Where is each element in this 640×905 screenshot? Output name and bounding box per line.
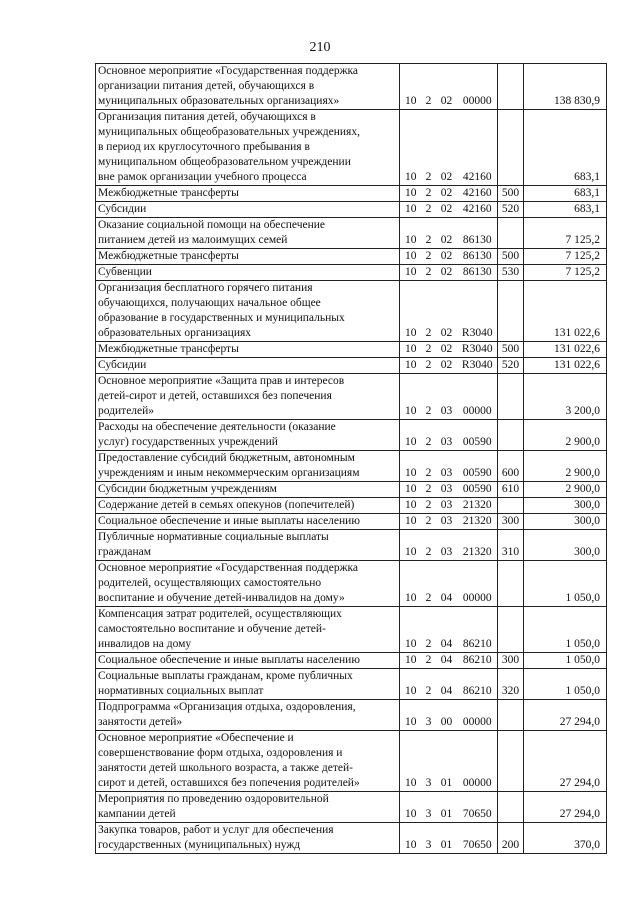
expense-type-code	[498, 218, 524, 249]
code-subprogram: 3	[422, 731, 436, 792]
table-row	[96, 358, 607, 374]
code-direction: 42160	[458, 202, 498, 218]
code-event: 00	[436, 700, 458, 731]
code-section: 10	[400, 514, 422, 530]
table-row	[96, 700, 607, 731]
expense-name: Содержание детей в семьях опекунов (попечителей)	[96, 498, 400, 514]
code-subprogram: 2	[422, 498, 436, 514]
code-section: 10	[400, 530, 422, 561]
code-subprogram: 2	[422, 482, 436, 498]
code-event: 03	[436, 514, 458, 530]
expense-name: Субсидии бюджетным учреждениям	[96, 482, 400, 498]
expense-name: Межбюджетные трансферты	[96, 342, 400, 358]
code-event: 02	[436, 265, 458, 281]
table-row	[96, 792, 607, 823]
table-row	[96, 64, 607, 110]
budget-table	[95, 63, 607, 854]
expense-type-code	[498, 700, 524, 731]
code-section: 10	[400, 281, 422, 342]
expense-type-code	[498, 110, 524, 186]
code-direction: 21320	[458, 514, 498, 530]
table-row	[96, 186, 607, 202]
code-subprogram: 2	[422, 186, 436, 202]
expense-name: Социальные выплаты гражданам, кроме публичных нормативных социальных выплат	[96, 669, 400, 700]
code-event: 02	[436, 64, 458, 110]
code-event: 04	[436, 561, 458, 607]
code-event: 02	[436, 342, 458, 358]
amount: 370,0	[524, 823, 607, 854]
amount: 138 830,9	[524, 64, 607, 110]
code-section: 10	[400, 700, 422, 731]
code-event: 02	[436, 218, 458, 249]
code-event: 04	[436, 653, 458, 669]
amount: 7 125,2	[524, 218, 607, 249]
code-subprogram: 2	[422, 451, 436, 482]
code-subprogram: 2	[422, 530, 436, 561]
code-section: 10	[400, 607, 422, 653]
code-subprogram: 2	[422, 607, 436, 653]
amount: 300,0	[524, 530, 607, 561]
code-direction: 00000	[458, 731, 498, 792]
code-event: 02	[436, 202, 458, 218]
expense-name: Организация питания детей, обучающихся в муниципальных общеобразовательных учреждениях, в период их круглосуточного пребывания в муниципальном общеобразовательном учреждении вне рамок организации учебного процесса	[96, 110, 400, 186]
code-subprogram: 2	[422, 64, 436, 110]
code-section: 10	[400, 358, 422, 374]
code-subprogram: 2	[422, 420, 436, 451]
code-section: 10	[400, 451, 422, 482]
expense-type-code	[498, 607, 524, 653]
expense-type-code	[498, 64, 524, 110]
code-direction: 00590	[458, 482, 498, 498]
code-event: 03	[436, 420, 458, 451]
expense-name: Подпрограмма «Организация отдыха, оздоровления, занятости детей»	[96, 700, 400, 731]
code-subprogram: 2	[422, 265, 436, 281]
code-subprogram: 2	[422, 342, 436, 358]
amount: 1 050,0	[524, 669, 607, 700]
expense-name: Мероприятия по проведению оздоровительной кампании детей	[96, 792, 400, 823]
code-section: 10	[400, 342, 422, 358]
table-row	[96, 265, 607, 281]
budget-table-body	[96, 64, 607, 854]
amount: 7 125,2	[524, 249, 607, 265]
table-row	[96, 482, 607, 498]
table-row	[96, 202, 607, 218]
table-row	[96, 249, 607, 265]
expense-type-code	[498, 281, 524, 342]
table-row	[96, 607, 607, 653]
expense-type-code: 520	[498, 202, 524, 218]
code-direction: 70650	[458, 792, 498, 823]
code-event: 01	[436, 731, 458, 792]
code-subprogram: 2	[422, 514, 436, 530]
expense-type-code	[498, 498, 524, 514]
code-subprogram: 2	[422, 281, 436, 342]
amount: 2 900,0	[524, 451, 607, 482]
expense-type-code: 600	[498, 451, 524, 482]
table-row	[96, 218, 607, 249]
code-section: 10	[400, 731, 422, 792]
expense-name: Субвенции	[96, 265, 400, 281]
code-direction: 21320	[458, 498, 498, 514]
expense-type-code	[498, 561, 524, 607]
amount: 683,1	[524, 202, 607, 218]
code-section: 10	[400, 202, 422, 218]
code-section: 10	[400, 64, 422, 110]
expense-type-code	[498, 420, 524, 451]
code-event: 03	[436, 451, 458, 482]
code-event: 03	[436, 482, 458, 498]
code-direction: 86130	[458, 218, 498, 249]
code-subprogram: 2	[422, 669, 436, 700]
code-event: 02	[436, 249, 458, 265]
amount: 300,0	[524, 514, 607, 530]
amount: 683,1	[524, 110, 607, 186]
expense-name: Расходы на обеспечение деятельности (оказание услуг) государственных учреждений	[96, 420, 400, 451]
code-section: 10	[400, 218, 422, 249]
amount: 131 022,6	[524, 358, 607, 374]
expense-type-code: 500	[498, 186, 524, 202]
amount: 3 200,0	[524, 374, 607, 420]
amount: 131 022,6	[524, 342, 607, 358]
expense-name: Социальное обеспечение и иные выплаты населению	[96, 653, 400, 669]
code-direction: R3040	[458, 358, 498, 374]
amount: 27 294,0	[524, 792, 607, 823]
expense-type-code: 320	[498, 669, 524, 700]
code-direction: 86130	[458, 265, 498, 281]
expense-type-code: 520	[498, 358, 524, 374]
expense-name: Предоставление субсидий бюджетным, автономным учреждениям и иным некоммерческим организациям	[96, 451, 400, 482]
code-event: 03	[436, 374, 458, 420]
amount: 131 022,6	[524, 281, 607, 342]
code-direction: 86210	[458, 669, 498, 700]
code-subprogram: 3	[422, 792, 436, 823]
code-event: 02	[436, 358, 458, 374]
code-direction: R3040	[458, 281, 498, 342]
expense-name: Субсидии	[96, 358, 400, 374]
table-row	[96, 281, 607, 342]
code-section: 10	[400, 420, 422, 451]
expense-type-code: 500	[498, 249, 524, 265]
code-section: 10	[400, 249, 422, 265]
expense-name: Основное мероприятие «Государственная поддержка организации питания детей, обучающихся в муниципальных образовательных организациях»	[96, 64, 400, 110]
code-event: 02	[436, 110, 458, 186]
table-row	[96, 514, 607, 530]
expense-name: Закупка товаров, работ и услуг для обеспечения государственных (муниципальных) нужд	[96, 823, 400, 854]
code-event: 04	[436, 669, 458, 700]
code-event: 04	[436, 607, 458, 653]
code-subprogram: 2	[422, 218, 436, 249]
code-subprogram: 2	[422, 374, 436, 420]
expense-type-code	[498, 374, 524, 420]
table-row	[96, 498, 607, 514]
code-subprogram: 2	[422, 358, 436, 374]
table-row	[96, 823, 607, 854]
code-direction: 86130	[458, 249, 498, 265]
expense-name: Субсидии	[96, 202, 400, 218]
code-subprogram: 3	[422, 823, 436, 854]
code-section: 10	[400, 792, 422, 823]
amount: 1 050,0	[524, 607, 607, 653]
table-row	[96, 669, 607, 700]
code-direction: 00000	[458, 561, 498, 607]
code-event: 02	[436, 186, 458, 202]
amount: 2 900,0	[524, 420, 607, 451]
code-subprogram: 2	[422, 249, 436, 265]
code-direction: 21320	[458, 530, 498, 561]
code-event: 01	[436, 792, 458, 823]
code-event: 03	[436, 530, 458, 561]
page-number: 210	[309, 40, 331, 55]
amount: 27 294,0	[524, 700, 607, 731]
code-subprogram: 2	[422, 653, 436, 669]
code-section: 10	[400, 374, 422, 420]
code-direction: 00590	[458, 451, 498, 482]
code-direction: 00000	[458, 64, 498, 110]
table-row	[96, 420, 607, 451]
amount: 1 050,0	[524, 561, 607, 607]
amount: 1 050,0	[524, 653, 607, 669]
expense-name: Основное мероприятие «Обеспечение и совершенствование форм отдыха, оздоровления и занятости детей школьного возраста, а также детей- сирот и детей, оставшихся без попечения родителей»	[96, 731, 400, 792]
code-section: 10	[400, 265, 422, 281]
code-subprogram: 2	[422, 561, 436, 607]
expense-name: Межбюджетные трансферты	[96, 186, 400, 202]
expense-name: Компенсация затрат родителей, осуществляющих самостоятельно воспитание и обучение детей- инвалидов на дому	[96, 607, 400, 653]
expense-name: Межбюджетные трансферты	[96, 249, 400, 265]
amount: 300,0	[524, 498, 607, 514]
amount: 2 900,0	[524, 482, 607, 498]
code-event: 03	[436, 498, 458, 514]
expense-type-code: 310	[498, 530, 524, 561]
expense-type-code: 300	[498, 653, 524, 669]
expense-type-code: 200	[498, 823, 524, 854]
code-direction: 86210	[458, 607, 498, 653]
code-section: 10	[400, 110, 422, 186]
expense-type-code: 500	[498, 342, 524, 358]
table-row	[96, 653, 607, 669]
code-direction: 42160	[458, 110, 498, 186]
code-section: 10	[400, 823, 422, 854]
expense-name: Основное мероприятие «Защита прав и интересов детей-сирот и детей, оставшихся без попечения родителей»	[96, 374, 400, 420]
expense-type-code: 300	[498, 514, 524, 530]
expense-type-code: 530	[498, 265, 524, 281]
code-section: 10	[400, 186, 422, 202]
amount: 683,1	[524, 186, 607, 202]
code-subprogram: 2	[422, 202, 436, 218]
code-section: 10	[400, 669, 422, 700]
table-row	[96, 342, 607, 358]
expense-type-code: 610	[498, 482, 524, 498]
code-direction: 00000	[458, 374, 498, 420]
code-direction: 00590	[458, 420, 498, 451]
code-direction: 42160	[458, 186, 498, 202]
code-section: 10	[400, 498, 422, 514]
expense-name: Организация бесплатного горячего питания обучающихся, получающих начальное общее образование в государственных и муниципальных образовательных организациях	[96, 281, 400, 342]
table-row	[96, 451, 607, 482]
table-row	[96, 561, 607, 607]
table-row	[96, 731, 607, 792]
table-row	[96, 110, 607, 186]
code-section: 10	[400, 561, 422, 607]
code-direction: R3040	[458, 342, 498, 358]
amount: 27 294,0	[524, 731, 607, 792]
code-direction: 70650	[458, 823, 498, 854]
expense-name: Публичные нормативные социальные выплаты гражданам	[96, 530, 400, 561]
code-section: 10	[400, 653, 422, 669]
code-direction: 00000	[458, 700, 498, 731]
expense-name: Оказание социальной помощи на обеспечение питанием детей из малоимущих семей	[96, 218, 400, 249]
table-row	[96, 374, 607, 420]
code-direction: 86210	[458, 653, 498, 669]
table-row	[96, 530, 607, 561]
code-subprogram: 2	[422, 110, 436, 186]
expense-type-code	[498, 792, 524, 823]
amount: 7 125,2	[524, 265, 607, 281]
expense-name: Основное мероприятие «Государственная поддержка родителей, осуществляющих самостоятельно воспитание и обучение детей-инвалидов на дому»	[96, 561, 400, 607]
expense-name: Социальное обеспечение и иные выплаты населению	[96, 514, 400, 530]
code-event: 02	[436, 281, 458, 342]
code-subprogram: 3	[422, 700, 436, 731]
expense-type-code	[498, 731, 524, 792]
code-section: 10	[400, 482, 422, 498]
code-event: 01	[436, 823, 458, 854]
